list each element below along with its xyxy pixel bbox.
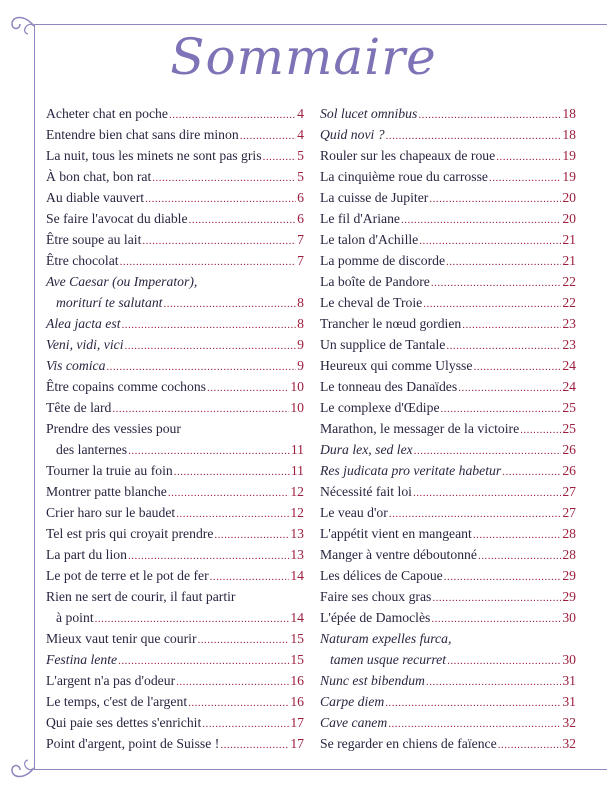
toc-entry[interactable] bbox=[320, 460, 576, 481]
toc-entry-title: Sol lucet omnibus bbox=[320, 106, 418, 121]
toc-page-number: 14 bbox=[290, 568, 304, 583]
toc-page-number: 13 bbox=[290, 526, 304, 541]
toc-dot-leader bbox=[431, 273, 561, 294]
toc-dot-leader bbox=[145, 189, 296, 210]
toc-page-number: 10 bbox=[290, 379, 304, 394]
toc-entry[interactable] bbox=[320, 439, 576, 460]
toc-dot-leader bbox=[432, 588, 561, 609]
toc-page-number: 27 bbox=[562, 505, 576, 520]
toc-dot-leader bbox=[202, 714, 289, 735]
toc-entry[interactable] bbox=[46, 544, 304, 565]
toc-entry[interactable] bbox=[46, 565, 304, 586]
toc-dot-leader bbox=[388, 714, 561, 735]
toc-entry-title: Res judicata pro veritate habetur bbox=[320, 463, 502, 478]
toc-page-number: 31 bbox=[562, 673, 576, 688]
toc-page-number: 5 bbox=[297, 169, 304, 184]
toc-entry[interactable] bbox=[46, 733, 304, 754]
toc-page-number: 26 bbox=[562, 442, 576, 457]
toc-entry-title: Faire ses choux gras bbox=[320, 589, 432, 604]
toc-entry-title: Le talon d'Achille bbox=[320, 232, 419, 247]
toc-page-number: 8 bbox=[297, 316, 304, 331]
toc-page-number: 17 bbox=[290, 715, 304, 730]
toc-entry[interactable] bbox=[320, 733, 576, 754]
toc-entry-title: Point d'argent, point de Suisse ! bbox=[46, 736, 220, 751]
toc-dot-leader bbox=[473, 357, 561, 378]
toc-entry[interactable] bbox=[320, 271, 576, 292]
toc-dot-leader bbox=[498, 735, 562, 756]
toc-page-number: 24 bbox=[562, 358, 576, 373]
toc-page-number: 19 bbox=[562, 148, 576, 163]
toc-entry-title: Le cheval de Troie bbox=[320, 295, 423, 310]
toc-entry-title: Le fil d'Ariane bbox=[320, 211, 400, 226]
toc-entry-title: Vis comica bbox=[46, 358, 106, 373]
toc-entry-title: Le temps, c'est de l'argent bbox=[46, 694, 188, 709]
toc-dot-leader bbox=[198, 630, 290, 651]
toc-entry-title: Les délices de Capoue bbox=[320, 568, 443, 583]
corner-flourish-icon bbox=[6, 752, 40, 782]
toc-entry-title: Rouler sur les chapeaux de roue bbox=[320, 148, 496, 163]
toc-entry[interactable] bbox=[320, 334, 576, 355]
toc-dot-leader bbox=[106, 357, 296, 378]
toc-page-number: 21 bbox=[562, 232, 576, 247]
toc-entry-title: tamen usque recurret bbox=[330, 652, 447, 667]
toc-entry-title: Qui paie ses dettes s'enrichit bbox=[46, 715, 202, 730]
toc-page-number: 6 bbox=[297, 190, 304, 205]
toc-entry[interactable] bbox=[320, 670, 576, 691]
toc-entry-title: L'appétit vient en mangeant bbox=[320, 526, 472, 541]
toc-page-number: 30 bbox=[562, 610, 576, 625]
toc-entry[interactable] bbox=[46, 187, 304, 208]
toc-entry-title: Crier haro sur le baudet bbox=[46, 505, 176, 520]
toc-dot-leader bbox=[112, 399, 289, 420]
toc-entry-title: Festina lente bbox=[46, 652, 118, 667]
toc-page-number: 29 bbox=[562, 589, 576, 604]
toc-page-number: 16 bbox=[290, 673, 304, 688]
toc-entry[interactable] bbox=[46, 628, 304, 649]
toc-page-number: 20 bbox=[562, 211, 576, 226]
toc-entry-title: Trancher le nœud gordien bbox=[320, 316, 462, 331]
toc-entry-title: La cuisse de Jupiter bbox=[320, 190, 429, 205]
toc-page-number: 13 bbox=[290, 547, 304, 562]
toc-entry-title: Être chocolat bbox=[46, 253, 119, 268]
toc-entry[interactable] bbox=[320, 187, 576, 208]
toc-dot-leader bbox=[414, 441, 562, 462]
toc-dot-leader bbox=[168, 483, 289, 504]
toc-dot-leader bbox=[128, 441, 290, 462]
toc-dot-leader bbox=[207, 378, 289, 399]
toc-entry-title: Prendre des vessies pour bbox=[46, 421, 181, 436]
toc-entry-title: La boîte de Pandore bbox=[320, 274, 430, 289]
toc-entry[interactable] bbox=[320, 124, 576, 145]
toc-entry-title: L'épée de Damoclès bbox=[320, 610, 431, 625]
toc-entry[interactable] bbox=[46, 418, 304, 460]
toc-entry[interactable] bbox=[320, 103, 576, 124]
toc-entry-title: Quid novi ? bbox=[320, 127, 385, 142]
toc-entry-title: Au diable vauvert bbox=[46, 190, 145, 205]
toc-dot-leader bbox=[418, 105, 561, 126]
toc-entry-title: Montrer patte blanche bbox=[46, 484, 167, 499]
toc-entry[interactable] bbox=[46, 376, 304, 397]
toc-entry-title: Se faire l'avocat du diable bbox=[46, 211, 188, 226]
toc-dot-leader bbox=[128, 546, 289, 567]
toc-dot-leader bbox=[520, 420, 561, 441]
toc-dot-leader bbox=[95, 609, 290, 630]
toc-page-number: 15 bbox=[290, 631, 304, 646]
toc-entry[interactable] bbox=[320, 355, 576, 376]
toc-page-number: 8 bbox=[297, 295, 304, 310]
toc-entry[interactable] bbox=[320, 376, 576, 397]
toc-entry-title: Être copains comme cochons bbox=[46, 379, 207, 394]
toc-page-number: 25 bbox=[562, 421, 576, 436]
toc-entry[interactable] bbox=[320, 691, 576, 712]
toc-entry[interactable] bbox=[46, 523, 304, 544]
toc-dot-leader bbox=[426, 672, 561, 693]
toc-entry-title: Le tonneau des Danaïdes bbox=[320, 379, 458, 394]
toc-dot-leader bbox=[176, 504, 289, 525]
toc-entry[interactable] bbox=[46, 103, 304, 124]
toc-entry[interactable] bbox=[46, 649, 304, 670]
toc-dot-leader bbox=[125, 336, 297, 357]
toc-entry[interactable] bbox=[320, 418, 576, 439]
toc-entry-title: Tête de lard bbox=[46, 400, 112, 415]
toc-dot-leader bbox=[441, 399, 562, 420]
toc-page-number: 26 bbox=[562, 463, 576, 478]
toc-dot-leader bbox=[489, 168, 561, 189]
toc-dot-leader bbox=[122, 315, 297, 336]
toc-entry-title: Nécessité fait loi bbox=[320, 484, 412, 499]
toc-entry[interactable] bbox=[46, 712, 304, 733]
toc-page-number: 23 bbox=[562, 337, 576, 352]
toc-page-number: 31 bbox=[562, 694, 576, 709]
toc-entry-title: Mieux vaut tenir que courir bbox=[46, 631, 197, 646]
toc-entry[interactable] bbox=[46, 397, 304, 418]
toc-entry[interactable] bbox=[46, 250, 304, 271]
toc-dot-leader bbox=[385, 693, 561, 714]
toc-entry[interactable] bbox=[46, 670, 304, 691]
toc-page-number: 32 bbox=[562, 715, 576, 730]
toc-dot-leader bbox=[496, 147, 561, 168]
toc-dot-leader bbox=[174, 462, 290, 483]
toc-page-number: 11 bbox=[290, 442, 304, 457]
toc-entry-title: Acheter chat en poche bbox=[46, 106, 168, 121]
toc-page-number: 25 bbox=[562, 400, 576, 415]
toc-dot-leader bbox=[263, 147, 297, 168]
toc-page-number: 17 bbox=[290, 736, 304, 751]
toc-entry-title: Alea jacta est bbox=[46, 316, 121, 331]
toc-entry[interactable] bbox=[46, 481, 304, 502]
toc-entry[interactable] bbox=[46, 502, 304, 523]
toc-entry-title: La part du lion bbox=[46, 547, 127, 562]
toc-page-number: 24 bbox=[562, 379, 576, 394]
toc-dot-leader bbox=[447, 651, 561, 672]
toc-entry-title: Être soupe au lait bbox=[46, 232, 142, 247]
toc-page-number: 4 bbox=[297, 106, 304, 121]
toc-entry-title: Un supplice de Tantale bbox=[320, 337, 446, 352]
toc-entry[interactable] bbox=[320, 397, 576, 418]
toc-dot-leader bbox=[176, 672, 289, 693]
toc-page-number: 29 bbox=[562, 568, 576, 583]
toc-page-number: 27 bbox=[562, 484, 576, 499]
toc-dot-leader bbox=[188, 693, 289, 714]
page-frame-bottom bbox=[34, 769, 607, 770]
toc-entry-title: À bon chat, bon rat bbox=[46, 169, 152, 184]
toc-entry-title: La pomme de discorde bbox=[320, 253, 446, 268]
toc-right-column bbox=[320, 103, 576, 754]
toc-page-number: 28 bbox=[562, 547, 576, 562]
toc-entry[interactable] bbox=[320, 565, 576, 586]
toc-entry[interactable] bbox=[46, 208, 304, 229]
toc-entry[interactable] bbox=[320, 292, 576, 313]
toc-dot-leader bbox=[431, 609, 561, 630]
toc-dot-leader bbox=[118, 651, 289, 672]
toc-dot-leader bbox=[502, 462, 561, 483]
toc-entry[interactable] bbox=[320, 628, 576, 670]
page-title: Sommaire bbox=[170, 28, 437, 86]
toc-dot-leader bbox=[169, 105, 296, 126]
toc-entry-title: Carpe diem bbox=[320, 694, 385, 709]
toc-dot-leader bbox=[120, 252, 297, 273]
toc-page-number: 21 bbox=[562, 253, 576, 268]
toc-entry[interactable] bbox=[320, 712, 576, 733]
toc-entry[interactable] bbox=[320, 166, 576, 187]
toc-page-number: 11 bbox=[290, 463, 304, 478]
toc-entry[interactable] bbox=[320, 481, 576, 502]
toc-page-number: 28 bbox=[562, 526, 576, 541]
toc-page-number: 18 bbox=[562, 106, 576, 121]
toc-entry[interactable] bbox=[46, 313, 304, 334]
toc-entry-title: Tel est pris qui croyait prendre bbox=[46, 526, 214, 541]
toc-page-number: 22 bbox=[562, 295, 576, 310]
toc-entry[interactable] bbox=[46, 334, 304, 355]
toc-entry[interactable] bbox=[320, 586, 576, 607]
toc-page-number: 9 bbox=[297, 358, 304, 373]
toc-entry-title: Se regarder en chiens de faïence bbox=[320, 736, 497, 751]
toc-page-number: 22 bbox=[562, 274, 576, 289]
toc-dot-leader bbox=[446, 252, 561, 273]
toc-entry[interactable] bbox=[320, 229, 576, 250]
toc-dot-leader bbox=[214, 525, 289, 546]
toc-dot-leader bbox=[413, 483, 561, 504]
toc-dot-leader bbox=[189, 210, 297, 231]
toc-page-number: 20 bbox=[562, 190, 576, 205]
toc-page-number: 16 bbox=[290, 694, 304, 709]
toc-dot-leader bbox=[419, 231, 561, 252]
toc-entry[interactable] bbox=[46, 124, 304, 145]
toc-dot-leader bbox=[458, 378, 561, 399]
toc-entry-title: Naturam expelles furca, bbox=[320, 631, 452, 646]
toc-dot-leader bbox=[163, 294, 296, 315]
toc-page-number: 9 bbox=[297, 337, 304, 352]
toc-dot-leader bbox=[446, 336, 561, 357]
toc-entry[interactable] bbox=[46, 166, 304, 187]
toc-page-number: 7 bbox=[297, 232, 304, 247]
toc-page-number: 15 bbox=[290, 652, 304, 667]
toc-entry[interactable] bbox=[320, 544, 576, 565]
toc-entry-title: Tourner la truie au foin bbox=[46, 463, 173, 478]
toc-entry-title: Le veau d'or bbox=[320, 505, 388, 520]
toc-page-number: 12 bbox=[290, 484, 304, 499]
toc-entry-title: La nuit, tous les minets ne sont pas gris bbox=[46, 148, 262, 163]
toc-entry[interactable] bbox=[46, 691, 304, 712]
toc-entry[interactable] bbox=[46, 460, 304, 481]
toc-page-number: 6 bbox=[297, 211, 304, 226]
toc-entry-title: Veni, vidi, vici bbox=[46, 337, 124, 352]
toc-entry-title: Dura lex, sed lex bbox=[320, 442, 413, 457]
toc-dot-leader bbox=[389, 504, 561, 525]
toc-entry-title: Cave canem bbox=[320, 715, 388, 730]
toc-entry[interactable] bbox=[320, 145, 576, 166]
toc-entry[interactable] bbox=[320, 208, 576, 229]
toc-page-number: 4 bbox=[297, 127, 304, 142]
toc-entry-title: Marathon, le messager de la victoire bbox=[320, 421, 520, 436]
toc-page-number: 10 bbox=[290, 400, 304, 415]
toc-entry-title: à point bbox=[56, 610, 94, 625]
toc-page-number: 32 bbox=[562, 736, 576, 751]
toc-entry-title: des lanternes bbox=[56, 442, 128, 457]
toc-entry[interactable] bbox=[320, 523, 576, 544]
toc-entry-title: L'argent n'a pas d'odeur bbox=[46, 673, 176, 688]
toc-entry-title: Rien ne sert de courir, il faut partir bbox=[46, 589, 236, 604]
toc-dot-leader bbox=[386, 126, 562, 147]
toc-entry[interactable] bbox=[46, 145, 304, 166]
toc-page-number: 19 bbox=[562, 169, 576, 184]
toc-page-number: 14 bbox=[290, 610, 304, 625]
toc-entry-title: Entendre bien chat sans dire minon bbox=[46, 127, 239, 142]
toc-dot-leader bbox=[462, 315, 561, 336]
toc-entry[interactable] bbox=[320, 502, 576, 523]
toc-page-number: 23 bbox=[562, 316, 576, 331]
toc-entry-title: Ave Caesar (ou Imperator), bbox=[46, 274, 198, 289]
toc-entry[interactable] bbox=[46, 355, 304, 376]
toc-dot-leader bbox=[142, 231, 296, 252]
toc-page-number: 5 bbox=[297, 148, 304, 163]
toc-dot-leader bbox=[423, 294, 561, 315]
toc-dot-leader bbox=[478, 546, 561, 567]
toc-left-column bbox=[46, 103, 304, 754]
toc-entry[interactable] bbox=[320, 313, 576, 334]
toc-dot-leader bbox=[429, 189, 561, 210]
toc-entry-title: Nunc est bibendum bbox=[320, 673, 425, 688]
toc-entry-title: La cinquième roue du carrosse bbox=[320, 169, 488, 184]
toc-entry[interactable] bbox=[46, 229, 304, 250]
toc-entry[interactable] bbox=[320, 607, 576, 628]
toc-dot-leader bbox=[240, 126, 296, 147]
toc-page-number: 30 bbox=[562, 652, 576, 667]
toc-dot-leader bbox=[220, 735, 289, 756]
toc-entry-title: moriturí te salutant bbox=[56, 295, 163, 310]
toc-entry-title: Heureux qui comme Ulysse bbox=[320, 358, 473, 373]
toc-entry-title: Le complexe d'Œdipe bbox=[320, 400, 440, 415]
toc-entry-title: Le pot de terre et le pot de fer bbox=[46, 568, 209, 583]
toc-dot-leader bbox=[152, 168, 296, 189]
toc-page-number: 7 bbox=[297, 253, 304, 268]
toc-entry[interactable] bbox=[46, 586, 304, 628]
toc-dot-leader bbox=[210, 567, 290, 588]
toc-page-number: 18 bbox=[562, 127, 576, 142]
toc-page-number: 12 bbox=[290, 505, 304, 520]
toc-dot-leader bbox=[401, 210, 561, 231]
toc-dot-leader bbox=[444, 567, 562, 588]
toc-entry[interactable] bbox=[46, 271, 304, 313]
toc-entry[interactable] bbox=[320, 250, 576, 271]
toc-dot-leader bbox=[473, 525, 561, 546]
toc-entry-title: Manger à ventre déboutonné bbox=[320, 547, 477, 562]
